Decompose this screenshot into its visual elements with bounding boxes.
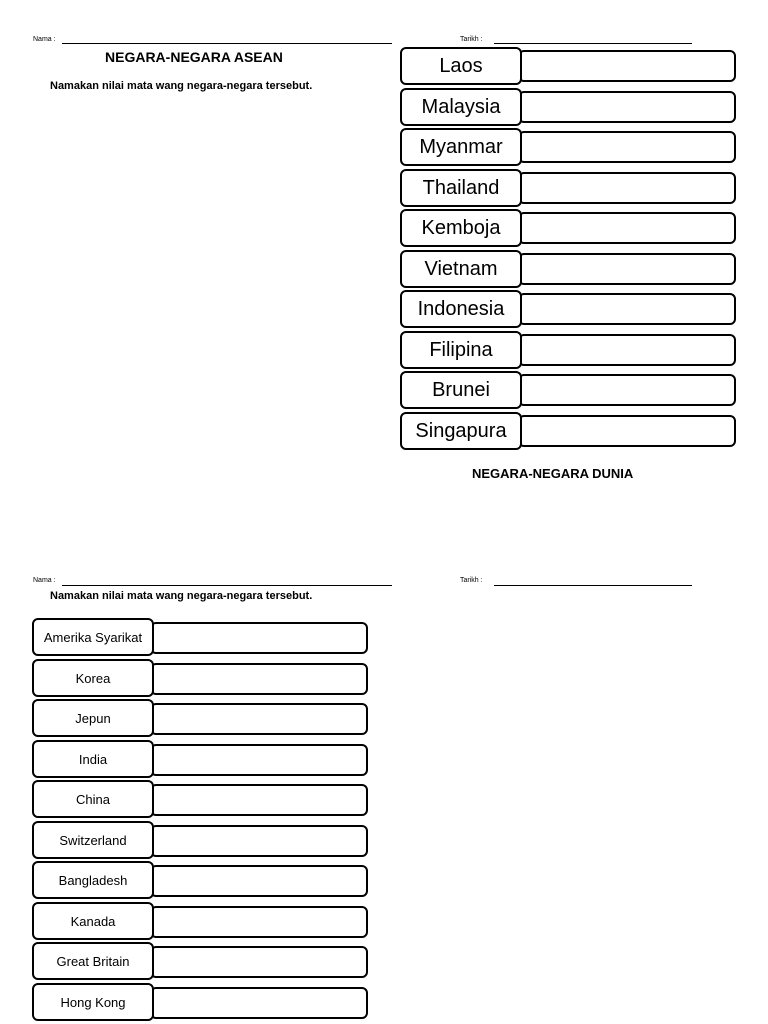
list-item	[32, 983, 368, 1021]
list-item	[400, 47, 736, 85]
list-item	[32, 618, 368, 656]
answer-field[interactable]	[150, 622, 368, 654]
country-label: Brunei	[400, 371, 522, 409]
nama-label: Nama :	[33, 36, 56, 43]
answer-field[interactable]	[518, 415, 736, 447]
country-label: Jepun	[32, 699, 154, 737]
nama-line[interactable]	[62, 585, 392, 586]
answer-field[interactable]	[518, 253, 736, 285]
country-label: Kemboja	[400, 209, 522, 247]
country-label: China	[32, 780, 154, 818]
answer-field[interactable]	[150, 663, 368, 695]
page-title-dunia: NEGARA-NEGARA DUNIA	[472, 466, 634, 481]
country-label: Myanmar	[400, 128, 522, 166]
list-item	[32, 902, 368, 940]
country-label: Filipina	[400, 331, 522, 369]
answer-field[interactable]	[518, 172, 736, 204]
answer-field[interactable]	[150, 987, 368, 1019]
country-label: Korea	[32, 659, 154, 697]
answer-field[interactable]	[518, 131, 736, 163]
list-item	[32, 821, 368, 859]
country-label: Switzerland	[32, 821, 154, 859]
answer-field[interactable]	[150, 703, 368, 735]
country-label: Thailand	[400, 169, 522, 207]
country-label: Malaysia	[400, 88, 522, 126]
answer-field[interactable]	[150, 825, 368, 857]
tarikh-label: Tarikh :	[460, 36, 483, 43]
list-item	[400, 209, 736, 247]
country-label: Singapura	[400, 412, 522, 450]
list-item	[400, 128, 736, 166]
answer-field[interactable]	[150, 946, 368, 978]
country-label: Indonesia	[400, 290, 522, 328]
answer-field[interactable]	[150, 784, 368, 816]
instruction-asean: Namakan nilai mata wang negara-negara tersebut.	[50, 80, 313, 92]
answer-field[interactable]	[518, 334, 736, 366]
country-label: Laos	[400, 47, 522, 85]
country-label: Kanada	[32, 902, 154, 940]
instruction-dunia: Namakan nilai mata wang negara-negara tersebut.	[50, 590, 313, 602]
country-label: Bangladesh	[32, 861, 154, 899]
country-label: Amerika Syarikat	[32, 618, 154, 656]
country-label: Vietnam	[400, 250, 522, 288]
list-item	[400, 371, 736, 409]
answer-field[interactable]	[150, 906, 368, 938]
answer-field[interactable]	[518, 374, 736, 406]
list-item	[32, 942, 368, 980]
answer-field[interactable]	[150, 865, 368, 897]
country-label: Great Britain	[32, 942, 154, 980]
list-item	[32, 659, 368, 697]
country-label: India	[32, 740, 154, 778]
list-item	[400, 290, 736, 328]
country-label: Hong Kong	[32, 983, 154, 1021]
list-item	[32, 780, 368, 818]
page-title-asean: NEGARA-NEGARA ASEAN	[105, 49, 283, 65]
list-item	[400, 169, 736, 207]
answer-field[interactable]	[518, 91, 736, 123]
list-item	[32, 699, 368, 737]
answer-field[interactable]	[518, 212, 736, 244]
list-item	[32, 861, 368, 899]
list-item	[400, 250, 736, 288]
answer-field[interactable]	[518, 293, 736, 325]
nama-label: Nama :	[33, 577, 56, 584]
list-item	[400, 412, 736, 450]
answer-field[interactable]	[518, 50, 736, 82]
list-item	[400, 88, 736, 126]
list-item	[32, 740, 368, 778]
tarikh-label: Tarikh :	[460, 577, 483, 584]
answer-field[interactable]	[150, 744, 368, 776]
tarikh-line[interactable]	[494, 43, 692, 44]
tarikh-line[interactable]	[494, 585, 692, 586]
list-item	[400, 331, 736, 369]
nama-line[interactable]	[62, 43, 392, 44]
